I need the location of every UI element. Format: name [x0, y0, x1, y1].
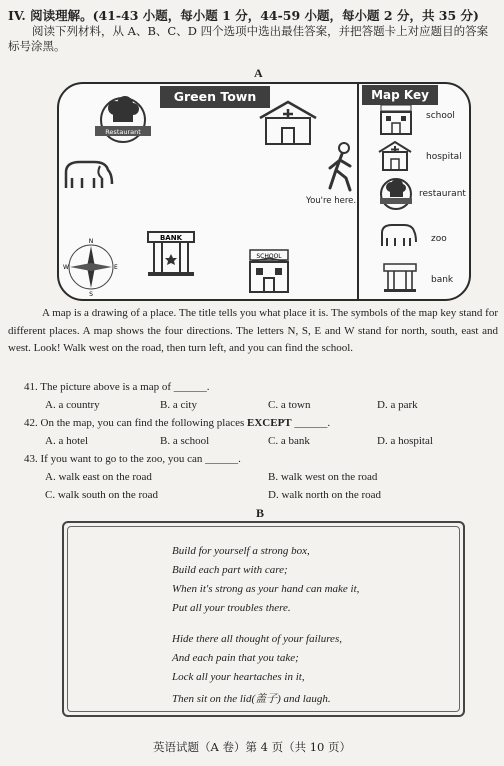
map-key-title: Map Key: [362, 85, 438, 105]
passage-b-letter: B: [256, 506, 265, 520]
poem-line-1: Build for yourself a strong box,: [172, 545, 310, 557]
question-42-stem-post: ______.: [291, 417, 331, 429]
compass-e: E: [114, 264, 118, 271]
question-41-option-b[interactable]: B. a city: [160, 399, 197, 411]
map-key-label-restaurant: restaurant: [419, 189, 466, 199]
passage-a-paragraph: [8, 305, 498, 358]
passage-a-paragraph-text: A map is a drawing of a place. The title tells you what place it is. The symbols of the map key stand for different places. A map shows the four directions. The letters N, S, E and W stand for north, south, east and west. Look! Walk west on the road, then turn left, and you can find the school.: [8, 307, 498, 354]
question-42-option-b[interactable]: B. a school: [160, 435, 210, 447]
question-42-stem-except: EXCEPT: [247, 417, 292, 429]
bank-sign: BANK: [159, 234, 183, 242]
restaurant-icon: [95, 94, 155, 146]
map-key-label-hospital: hospital: [426, 152, 462, 162]
walking-person-icon: [322, 142, 360, 192]
question-41-option-d[interactable]: D. a park: [377, 399, 418, 411]
question-43-option-b[interactable]: B. walk west on the road: [268, 471, 378, 483]
page-footer: 英语试题（A 卷）第 4 页（共 10 页）: [152, 740, 352, 754]
question-43-option-a[interactable]: A. walk east on the road: [45, 471, 152, 483]
hospital-icon: [258, 100, 318, 146]
question-41-option-a[interactable]: A. a country: [45, 399, 100, 411]
question-42-option-a[interactable]: A. a hotel: [45, 435, 89, 447]
restaurant-sign: Restaurant: [105, 128, 141, 136]
poem-line-2: Build each part with care;: [172, 564, 288, 576]
map-key-label-zoo: zoo: [431, 234, 447, 244]
school-sign: SCHOOL: [256, 253, 282, 260]
map-title: Green Town: [160, 86, 270, 108]
map-key-school-icon: [379, 103, 413, 135]
map-key-label-school: school: [426, 111, 455, 121]
you-are-here-label: You're here.: [306, 196, 357, 206]
passage-a-letter: A: [254, 66, 263, 80]
elephant-icon: [60, 158, 116, 194]
poem-line-4: Put all your troubles there.: [172, 602, 291, 614]
compass-s: S: [89, 291, 93, 298]
question-41-stem: 41. The picture above is a map of ______.: [24, 381, 210, 393]
map-key-hospital-icon: [378, 140, 412, 172]
map-key-bank-icon: [382, 262, 418, 294]
poem-line-7: Lock all your heartaches in it,: [172, 671, 305, 683]
bank-icon: [146, 230, 196, 278]
poem-line-5: Hide there all thought of your failures,: [172, 633, 342, 645]
map-key-elephant-icon: [378, 222, 418, 250]
poem-line-6: And each pain that you take;: [172, 652, 299, 664]
compass-n: N: [88, 238, 94, 245]
question-43-option-c[interactable]: C. walk south on the road: [45, 489, 159, 501]
school-icon: [246, 248, 292, 294]
question-43-stem: 43. If you want to go to the zoo, you can ______.: [24, 453, 241, 465]
question-42-option-c[interactable]: C. a bank: [268, 435, 310, 447]
question-41-option-c[interactable]: C. a town: [268, 399, 311, 411]
map-key-restaurant-icon: [378, 177, 414, 211]
question-42-option-d[interactable]: D. a hospital: [377, 435, 433, 447]
section-title: IV. 阅读理解。(41-43 小题，每小题 1 分，44-59 小题，每小题 2 分，共 35 分): [8, 8, 479, 23]
map-key-label-bank: bank: [431, 275, 454, 285]
section-instructions-text: 阅读下列材料，从 A、B、C、D 四个选项中选出最佳答案，并把答题卡上对应题目的答案标号涂黑。: [8, 24, 489, 53]
poem-line-3: When it's strong as your hand can make it,: [172, 583, 360, 595]
compass-w: W: [63, 264, 69, 271]
question-42-stem-pre: 42. On the map, you can find the following places: [24, 417, 248, 429]
compass-rose-icon: [62, 238, 120, 296]
section-instructions: [8, 24, 498, 54]
question-43-option-d[interactable]: D. walk north on the road: [268, 489, 382, 501]
poem-line-8: Then sit on the lid(盖子) and laugh.: [172, 693, 331, 705]
question-42-stem: [24, 417, 330, 429]
